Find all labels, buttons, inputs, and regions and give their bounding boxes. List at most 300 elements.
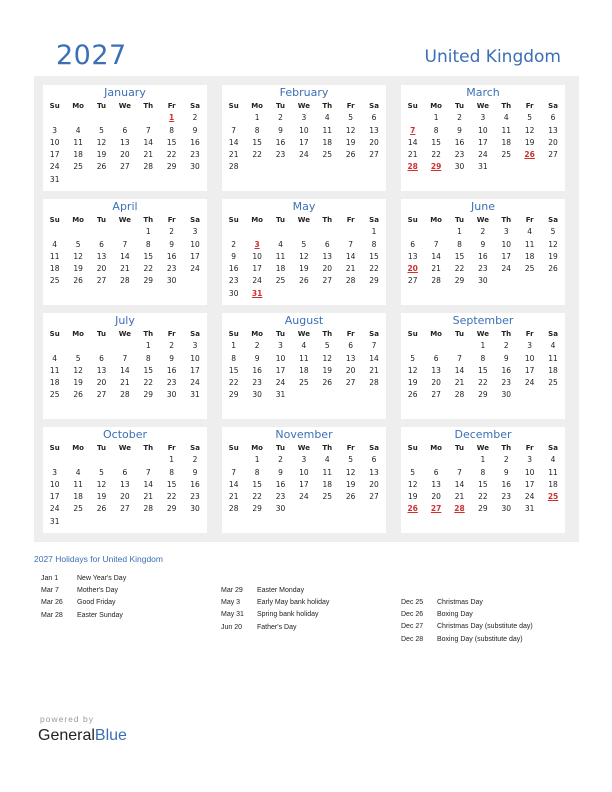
- weekday-label: Sa: [369, 330, 379, 338]
- day-cell: 20: [369, 137, 379, 147]
- day-cell: 4: [278, 239, 283, 249]
- weekday-header: [43, 328, 207, 340]
- week-row: [43, 389, 207, 401]
- day-cell: 14: [228, 479, 239, 489]
- holiday-item: [41, 573, 126, 585]
- day-cell: 30: [454, 162, 465, 172]
- day-cell: 13: [431, 365, 441, 375]
- day-cell: 22: [431, 150, 441, 160]
- day-cell: 12: [345, 125, 356, 135]
- day-cell: 5: [410, 353, 416, 363]
- weekday-label: Sa: [190, 330, 200, 338]
- day-cell: 17: [190, 365, 200, 375]
- day-cell: 17: [299, 479, 309, 489]
- day-cell: 11: [322, 467, 333, 477]
- day-cell: 19: [345, 479, 356, 489]
- week-row: [401, 491, 565, 503]
- holiday-name: Christmas Day: [437, 599, 483, 606]
- day-cell: 14: [454, 365, 465, 375]
- week-row: [401, 251, 565, 263]
- weekday-label: Fr: [525, 330, 534, 338]
- month-name: April: [112, 200, 138, 213]
- holiday-item: [401, 597, 533, 609]
- day-cell: 4: [503, 113, 509, 123]
- day-cell: 11: [73, 479, 83, 489]
- day-cell: 30: [190, 162, 200, 172]
- day-cell: 7: [348, 239, 354, 249]
- day-cell: [137, 454, 160, 466]
- weekday-label: Th: [143, 102, 154, 110]
- weekday-header: [222, 442, 386, 454]
- week-row: [222, 275, 386, 287]
- week-row: [43, 467, 207, 479]
- day-cell: 30: [228, 288, 239, 298]
- weekday-label: Sa: [369, 444, 379, 452]
- holiday-name: Boxing Day (substitute day): [437, 635, 523, 643]
- week-row: [401, 479, 565, 491]
- month-name: May: [292, 200, 316, 213]
- day-cell: 12: [407, 479, 418, 489]
- holiday-day-cell: 3: [254, 239, 260, 249]
- weekday-label: Mo: [430, 330, 442, 338]
- day-cell: 3: [52, 125, 58, 135]
- day-cell: [362, 389, 385, 401]
- day-cell: 8: [145, 353, 151, 363]
- day-cell: 27: [407, 276, 418, 286]
- weekday-label: We: [118, 102, 131, 110]
- month-january: [43, 85, 207, 191]
- week-row: [222, 389, 386, 401]
- weekday-header: [222, 328, 386, 340]
- holiday-day-cell: 27: [430, 504, 442, 514]
- day-cell: 27: [431, 390, 441, 400]
- day-cell: 28: [143, 162, 154, 172]
- weekday-label: Fr: [346, 102, 355, 110]
- day-cell: 15: [431, 137, 441, 147]
- day-cell: 3: [480, 113, 486, 123]
- holiday-date: Dec 27: [401, 623, 424, 631]
- day-cell: 1: [457, 227, 462, 237]
- holiday-date: Dec 26: [401, 611, 424, 619]
- day-cell: 12: [96, 137, 107, 147]
- day-cell: 30: [478, 276, 488, 286]
- holiday-name: Mother's Day: [77, 587, 119, 595]
- day-cell: [137, 174, 160, 186]
- day-cell: [66, 454, 89, 466]
- week-row: [401, 161, 565, 173]
- day-cell: 28: [228, 162, 239, 172]
- day-cell: 10: [275, 353, 286, 363]
- week-row: [401, 263, 565, 275]
- day-cell: [339, 288, 362, 300]
- day-cell: [183, 516, 206, 528]
- week-row: [401, 377, 565, 389]
- weekday-label: Th: [143, 444, 154, 452]
- day-cell: [401, 112, 424, 124]
- month-february: [222, 85, 386, 191]
- weekday-label: We: [297, 216, 310, 224]
- day-cell: 23: [190, 150, 200, 160]
- weekday-label: Su: [49, 216, 60, 224]
- day-cell: [541, 275, 564, 287]
- week-row: [43, 161, 207, 173]
- holiday-day-cell: 7: [410, 125, 416, 135]
- day-cell: 9: [503, 353, 509, 363]
- day-cell: 15: [454, 251, 465, 261]
- day-cell: [269, 288, 292, 300]
- day-cell: 22: [478, 378, 488, 388]
- day-cell: [339, 503, 362, 515]
- week-row: [43, 251, 207, 263]
- month-name: March: [466, 86, 500, 99]
- day-cell: 15: [369, 251, 379, 261]
- day-cell: 16: [228, 264, 239, 274]
- day-cell: 7: [122, 239, 128, 249]
- weekday-header: [401, 328, 565, 340]
- day-cell: 6: [371, 455, 377, 465]
- day-cell: [316, 503, 339, 515]
- week-row: [222, 377, 386, 389]
- day-cell: [401, 340, 424, 352]
- day-cell: 22: [252, 150, 262, 160]
- day-cell: 7: [145, 125, 151, 135]
- day-cell: 22: [369, 264, 379, 274]
- day-cell: 13: [96, 251, 107, 261]
- day-cell: [401, 226, 424, 238]
- holiday-date: Jan 1: [41, 575, 59, 582]
- week-row: [401, 137, 565, 149]
- week-row: [43, 365, 207, 377]
- day-cell: 14: [369, 353, 379, 363]
- day-cell: 30: [252, 390, 262, 400]
- day-cell: 28: [369, 378, 379, 388]
- day-cell: [66, 516, 89, 528]
- day-cell: 11: [501, 125, 512, 135]
- day-cell: 3: [192, 341, 198, 351]
- day-cell: 2: [503, 455, 509, 465]
- day-cell: [292, 389, 315, 401]
- day-cell: [495, 161, 518, 173]
- day-cell: 23: [166, 264, 177, 274]
- day-cell: 16: [478, 251, 488, 261]
- day-cell: 19: [73, 378, 83, 388]
- day-cell: 14: [228, 137, 239, 147]
- day-cell: [66, 112, 89, 124]
- weekday-label: We: [118, 330, 131, 338]
- day-cell: 5: [348, 113, 354, 123]
- day-cell: 13: [96, 365, 107, 375]
- day-cell: 23: [275, 150, 286, 160]
- day-cell: 24: [190, 378, 200, 388]
- day-cell: [541, 389, 564, 401]
- day-cell: [316, 288, 339, 300]
- weekday-header: [401, 214, 565, 226]
- week-row: [222, 340, 386, 352]
- weekday-label: Th: [143, 216, 154, 224]
- week-row: [43, 137, 207, 149]
- week-row: [401, 454, 565, 466]
- day-cell: 29: [228, 390, 239, 400]
- weekday-label: Mo: [251, 444, 263, 452]
- day-cell: 15: [478, 365, 488, 375]
- brand-logo[interactable]: [38, 727, 127, 745]
- holiday-item: [41, 585, 126, 597]
- weekday-label: Fr: [167, 330, 176, 338]
- weekday-label: We: [297, 330, 310, 338]
- holiday-date: Mar 28: [41, 611, 63, 619]
- day-cell: 20: [96, 378, 107, 388]
- day-cell: 22: [228, 378, 239, 388]
- day-cell: 21: [369, 365, 379, 375]
- week-row: [222, 125, 386, 137]
- day-cell: 8: [145, 239, 151, 249]
- day-cell: 19: [345, 137, 356, 147]
- week-row: [401, 239, 565, 251]
- holiday-item: [41, 597, 126, 609]
- weekday-label: Tu: [275, 444, 285, 452]
- week-row: [43, 340, 207, 352]
- day-cell: 5: [410, 467, 416, 477]
- day-cell: 13: [431, 479, 441, 489]
- week-row: [222, 503, 386, 515]
- day-cell: 29: [369, 276, 379, 286]
- day-cell: [66, 174, 89, 186]
- day-cell: 6: [122, 125, 128, 135]
- day-cell: 26: [96, 162, 107, 172]
- day-cell: 15: [166, 479, 177, 489]
- holiday-date: Dec 28: [401, 635, 424, 643]
- day-cell: 23: [166, 378, 177, 388]
- day-cell: [90, 454, 113, 466]
- holiday-name: Good Friday: [77, 599, 116, 607]
- country-title: United Kingdom: [424, 47, 561, 67]
- day-cell: [113, 112, 136, 124]
- weekday-label: Mo: [251, 102, 263, 110]
- month-name: July: [115, 314, 135, 327]
- day-cell: 15: [252, 479, 262, 489]
- day-cell: 27: [96, 390, 107, 400]
- day-cell: 15: [143, 365, 154, 375]
- weekday-label: Mo: [430, 216, 442, 224]
- day-cell: 17: [524, 479, 535, 489]
- day-cell: [222, 226, 245, 238]
- week-row: [222, 149, 386, 161]
- day-cell: [495, 275, 518, 287]
- day-cell: [518, 389, 541, 401]
- day-cell: 30: [166, 276, 177, 286]
- holiday-list-column: [41, 573, 126, 622]
- day-cell: 5: [75, 353, 81, 363]
- day-cell: 8: [254, 467, 260, 477]
- day-cell: 21: [143, 150, 154, 160]
- day-cell: 9: [169, 239, 175, 249]
- weekday-label: Sa: [548, 444, 558, 452]
- day-cell: [448, 340, 471, 352]
- week-row: [43, 263, 207, 275]
- day-cell: [292, 503, 315, 515]
- week-row: [222, 263, 386, 275]
- weekday-label: Tu: [275, 330, 285, 338]
- month-november: [222, 427, 386, 533]
- day-cell: 15: [143, 251, 154, 261]
- day-cell: 1: [371, 227, 377, 237]
- day-cell: 2: [278, 455, 283, 465]
- day-cell: 18: [49, 264, 60, 274]
- day-cell: 14: [345, 251, 356, 261]
- day-cell: 10: [49, 137, 60, 147]
- day-cell: 22: [143, 378, 154, 388]
- day-cell: 28: [228, 504, 239, 514]
- day-cell: 26: [345, 492, 356, 502]
- weekday-label: Fr: [167, 444, 176, 452]
- holiday-day-cell: 26: [407, 504, 418, 514]
- holiday-day-cell: 28: [454, 504, 465, 514]
- day-cell: 11: [275, 251, 286, 261]
- day-cell: 25: [299, 378, 309, 388]
- day-cell: 22: [166, 150, 177, 160]
- weekday-header: [43, 442, 207, 454]
- holiday-name: Father's Day: [257, 623, 297, 631]
- day-cell: 20: [120, 150, 130, 160]
- day-cell: 20: [120, 492, 130, 502]
- day-cell: 8: [169, 125, 175, 135]
- week-row: [43, 174, 207, 186]
- holiday-list-column: [401, 597, 533, 646]
- month-name: October: [102, 428, 148, 441]
- weekday-label: Tu: [454, 102, 464, 110]
- day-cell: 13: [369, 125, 379, 135]
- day-cell: [541, 503, 564, 515]
- weekday-label: Su: [228, 216, 239, 224]
- day-cell: 31: [478, 162, 488, 172]
- weekday-label: Mo: [72, 330, 84, 338]
- day-cell: 16: [252, 365, 262, 375]
- day-cell: 15: [252, 137, 262, 147]
- day-cell: [183, 174, 206, 186]
- weekday-label: Su: [407, 330, 418, 338]
- day-cell: 7: [231, 125, 237, 135]
- weekday-label: Tu: [454, 216, 464, 224]
- day-cell: 21: [454, 378, 465, 388]
- day-cell: 2: [192, 455, 198, 465]
- day-cell: [518, 161, 541, 173]
- day-cell: 22: [143, 264, 154, 274]
- weekday-label: Tu: [96, 330, 106, 338]
- week-row: [222, 226, 386, 238]
- day-cell: [362, 288, 385, 300]
- day-cell: 8: [371, 239, 377, 249]
- month-name: November: [275, 428, 333, 441]
- day-cell: 8: [433, 125, 439, 135]
- day-cell: 26: [322, 378, 333, 388]
- weekday-label: Tu: [96, 444, 106, 452]
- day-cell: 5: [99, 467, 104, 477]
- day-cell: 1: [169, 455, 175, 465]
- day-cell: 3: [52, 467, 58, 477]
- day-cell: [43, 340, 66, 352]
- holiday-day-cell: 28: [407, 162, 418, 172]
- day-cell: 18: [275, 264, 286, 274]
- day-cell: 5: [75, 239, 81, 249]
- day-cell: 10: [524, 467, 535, 477]
- week-row: [222, 454, 386, 466]
- weekday-header: [401, 100, 565, 112]
- day-cell: 19: [322, 365, 333, 375]
- holiday-date: Mar 26: [41, 599, 63, 607]
- weekday-label: Th: [322, 444, 333, 452]
- day-cell: 29: [478, 504, 488, 514]
- day-cell: 20: [431, 492, 441, 502]
- day-cell: 17: [190, 251, 200, 261]
- day-cell: 4: [550, 455, 556, 465]
- day-cell: 16: [190, 137, 200, 147]
- week-row: [222, 365, 386, 377]
- day-cell: [269, 226, 292, 238]
- day-cell: 11: [548, 467, 558, 477]
- holiday-day-cell: 20: [407, 264, 418, 274]
- day-cell: 1: [231, 341, 237, 351]
- weekday-label: We: [297, 444, 310, 452]
- day-cell: 30: [275, 504, 286, 514]
- day-cell: 18: [299, 365, 309, 375]
- day-cell: 21: [345, 264, 356, 274]
- day-cell: 12: [345, 467, 356, 477]
- day-cell: 28: [120, 276, 130, 286]
- week-row: [43, 516, 207, 528]
- day-cell: [113, 454, 136, 466]
- day-cell: 11: [49, 251, 60, 261]
- day-cell: 16: [454, 137, 465, 147]
- day-cell: 16: [501, 479, 512, 489]
- week-row: [43, 353, 207, 365]
- holiday-date: May 3: [221, 599, 241, 607]
- day-cell: 31: [524, 504, 535, 514]
- weekday-label: Mo: [430, 102, 442, 110]
- day-cell: 15: [478, 479, 488, 489]
- month-december: [401, 427, 565, 533]
- day-cell: 23: [454, 150, 465, 160]
- holiday-item: [401, 621, 533, 633]
- week-row: [401, 365, 565, 377]
- day-cell: 2: [457, 113, 462, 123]
- day-cell: [362, 161, 385, 173]
- weekday-label: Sa: [190, 444, 200, 452]
- day-cell: 23: [228, 276, 239, 286]
- day-cell: 3: [192, 227, 198, 237]
- day-cell: 13: [345, 353, 356, 363]
- day-cell: 1: [254, 455, 260, 465]
- weekday-label: Su: [407, 102, 418, 110]
- weekday-header: [43, 100, 207, 112]
- day-cell: 23: [478, 264, 488, 274]
- day-cell: 7: [122, 353, 128, 363]
- weekday-label: Fr: [525, 102, 534, 110]
- day-cell: 12: [407, 365, 418, 375]
- weekday-label: We: [118, 444, 131, 452]
- day-cell: 7: [457, 467, 462, 477]
- day-cell: [66, 226, 89, 238]
- month-name: February: [279, 86, 329, 99]
- day-cell: 8: [169, 467, 175, 477]
- day-cell: 13: [120, 137, 130, 147]
- day-cell: 25: [501, 150, 512, 160]
- day-cell: 10: [299, 467, 309, 477]
- day-cell: [316, 161, 339, 173]
- holiday-date: Mar 7: [41, 587, 59, 595]
- day-cell: 27: [369, 492, 379, 502]
- week-row: [43, 491, 207, 503]
- day-cell: 5: [99, 125, 104, 135]
